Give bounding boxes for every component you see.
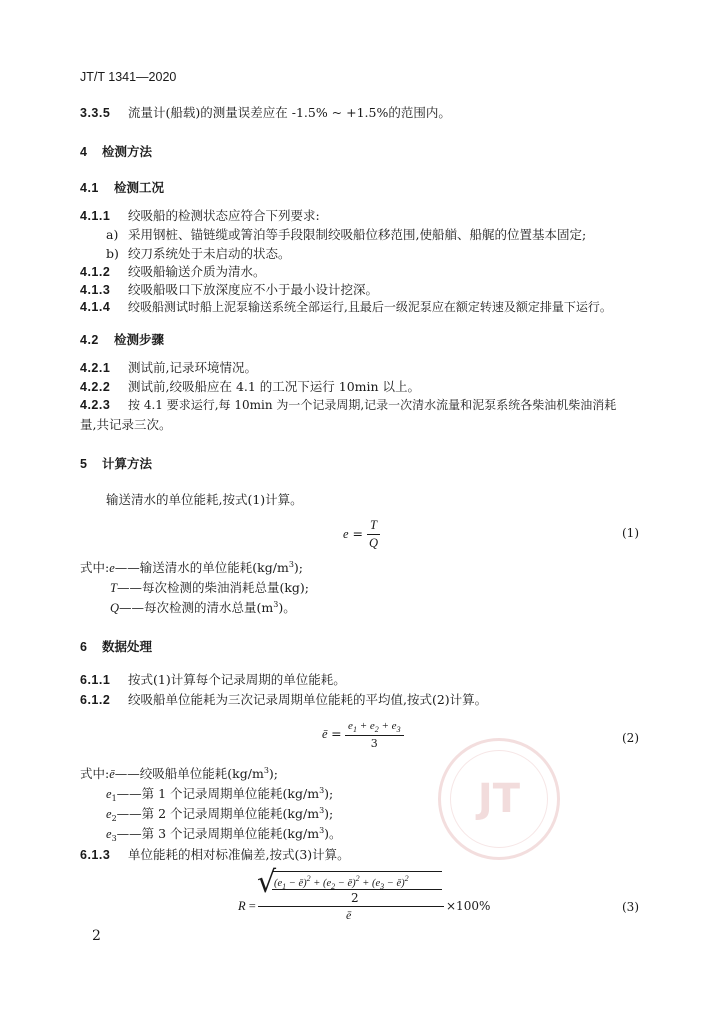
section-number: 4 xyxy=(80,145,88,159)
definition: 绞吸船单位能耗(kg/m xyxy=(139,766,264,781)
equation-number-2: (2) xyxy=(622,731,639,745)
where-list-2-item-3 xyxy=(106,804,333,823)
where-list-1-item-3 xyxy=(110,598,296,616)
clause-text: 绞吸船单位能耗为三次记录周期单位能耗的平均值,按式(2)计算。 xyxy=(128,692,488,707)
where-list-2-item-4 xyxy=(106,824,342,843)
where-list-1-item-2 xyxy=(110,578,309,596)
list-label: b) xyxy=(106,246,119,261)
dash: —— xyxy=(116,806,142,821)
definition: 第 3 个记录周期单位能耗(kg/m xyxy=(141,826,320,841)
fraction xyxy=(367,518,380,551)
symbol: e xyxy=(106,807,112,821)
square-root-icon: √ xyxy=(257,865,277,900)
definition: 输送清水的单位能耗(kg/m xyxy=(139,560,289,575)
section-number: 6 xyxy=(80,640,88,654)
equation-lhs: e xyxy=(343,527,349,541)
jt-watermark-seal xyxy=(438,738,560,860)
clause-6-1-3 xyxy=(80,845,350,863)
percent-factor: ×100% xyxy=(446,899,491,913)
equation-lhs: R xyxy=(238,899,246,913)
clause-text: 绞吸船测试时船上泥泵输送系统全部运行,且最后一级泥泵应在额定转速及额定排量下运行。 xyxy=(128,300,612,314)
clause-4-1-1 xyxy=(80,206,320,224)
clause-4-2-3 xyxy=(80,396,616,413)
clause-4-1-4 xyxy=(80,298,612,315)
clause-text: 按式(1)计算每个记录周期的单位能耗。 xyxy=(128,672,346,687)
section-4-2-heading xyxy=(80,330,164,348)
dash: —— xyxy=(114,560,140,575)
subscript: 1 xyxy=(111,794,117,803)
clause-number: 4.1.4 xyxy=(80,300,111,314)
dash: —— xyxy=(119,600,145,615)
section-5-intro: 输送清水的单位能耗,按式(1)计算。 xyxy=(106,492,303,507)
clause-6-1-1 xyxy=(80,670,346,688)
section-number: 4.2 xyxy=(80,333,99,347)
standard-code-header: JT/T 1341—2020 xyxy=(80,70,177,84)
clause-text: 绞吸船的检测状态应符合下列要求: xyxy=(128,208,320,223)
equals-sign: = xyxy=(248,899,256,913)
clause-number: 6.1.3 xyxy=(80,848,111,862)
clause-text: 流量计(船载)的测量误差应在 -1.5% ~ +1.5%的范围内。 xyxy=(128,105,451,120)
equation-lhs: ē xyxy=(322,727,328,741)
dash: —— xyxy=(116,580,142,595)
clause-6-1-2 xyxy=(80,690,487,708)
definition-end: ); xyxy=(324,786,334,801)
section-4-1-heading xyxy=(80,178,164,196)
clause-number: 4.1.1 xyxy=(80,209,111,223)
definition: 第 2 个记录周期单位能耗(kg/m xyxy=(141,806,320,821)
symbol: e xyxy=(109,561,115,575)
list-label: a) xyxy=(106,227,119,242)
equation-2 xyxy=(322,720,404,750)
where-lead: 式中: xyxy=(80,560,110,575)
section-title: 数据处理 xyxy=(102,640,153,654)
equals-sign: = xyxy=(331,726,342,741)
superscript: 3 xyxy=(319,806,325,815)
definition: 每次检测的清水总量(m xyxy=(144,600,274,615)
equals-sign: = xyxy=(352,526,364,541)
numerator: T xyxy=(367,518,380,535)
where-lead: 式中: xyxy=(80,766,110,781)
clause-4-1-2 xyxy=(80,262,266,280)
symbol: e xyxy=(106,787,112,801)
equation-number-3: (3) xyxy=(622,900,639,914)
section-4-heading xyxy=(80,142,152,160)
definition-end: )。 xyxy=(278,600,296,615)
dash: —— xyxy=(116,826,142,841)
clause-number: 4.1.3 xyxy=(80,283,111,297)
clause-4-1-3 xyxy=(80,280,378,298)
equation-3-lhs xyxy=(238,899,256,914)
watermark-text: JT xyxy=(477,776,521,822)
dash: —— xyxy=(114,766,140,781)
radical-bar xyxy=(272,871,442,872)
outer-denominator: ē xyxy=(346,908,352,922)
outer-fraction-bar xyxy=(258,906,444,907)
list-text: 采用钢桩、锚链缆或箐泊等手段限制绞吸船位移范围,使船艏、船艉的位置基本固定; xyxy=(128,227,587,242)
definition: 每次检测的柴油消耗总量(kg); xyxy=(141,580,309,595)
equation-1 xyxy=(343,518,380,551)
numerator: $e_1 + e_2 + e_3$ xyxy=(345,720,404,736)
symbol: T xyxy=(110,581,117,595)
superscript: 3 xyxy=(319,826,325,835)
clause-text: 测试前,记录环境情况。 xyxy=(128,360,257,375)
subscript: 3 xyxy=(111,834,117,843)
clause-3-3-5 xyxy=(80,103,451,121)
clause-number: 3.3.5 xyxy=(80,106,111,120)
clause-text: 绞吸船输送介质为清水。 xyxy=(128,264,266,279)
subscript: 2 xyxy=(111,814,117,823)
clause-number: 4.2.3 xyxy=(80,398,111,412)
inner-denominator: 2 xyxy=(351,891,359,905)
definition-end: ); xyxy=(268,766,278,781)
superscript: 3 xyxy=(319,786,325,795)
section-title: 计算方法 xyxy=(102,457,153,471)
clause-number: 4.2.1 xyxy=(80,361,111,375)
section-6-heading xyxy=(80,637,152,655)
where-list-2-item-2 xyxy=(106,784,333,803)
watermark-inner-ring xyxy=(450,750,548,848)
superscript: 3 xyxy=(273,600,279,609)
fraction xyxy=(345,720,404,750)
where-list-1-item-1 xyxy=(80,558,303,576)
list-item-b xyxy=(106,244,291,262)
page-number: 2 xyxy=(92,928,101,944)
definition: 第 1 个记录周期单位能耗(kg/m xyxy=(141,786,320,801)
inner-fraction-bar xyxy=(272,889,442,890)
clause-4-2-1 xyxy=(80,358,257,376)
section-5-heading xyxy=(80,454,152,472)
section-number: 4.1 xyxy=(80,181,99,195)
definition-end: )。 xyxy=(324,826,342,841)
definition-end: ); xyxy=(293,560,303,575)
section-number: 5 xyxy=(80,457,88,471)
where-list-2-item-1 xyxy=(80,764,278,782)
superscript: 3 xyxy=(288,560,294,569)
symbol: e xyxy=(106,827,112,841)
clause-text: 测试前,绞吸船应在 4.1 的工况下运行 10min 以上。 xyxy=(128,379,421,394)
definition-end: ); xyxy=(324,806,334,821)
clause-text: 单位能耗的相对标准偏差,按式(3)计算。 xyxy=(128,847,350,862)
denominator: Q xyxy=(368,536,378,550)
clause-number: 4.1.2 xyxy=(80,265,111,279)
clause-number: 6.1.1 xyxy=(80,673,111,687)
clause-4-2-2 xyxy=(80,377,420,395)
superscript: 3 xyxy=(263,766,269,775)
section-title: 检测步骤 xyxy=(114,333,165,347)
section-title: 检测工况 xyxy=(114,181,165,195)
equation-number-1: (1) xyxy=(622,526,639,540)
clause-4-2-3-continued: 量,共记录三次。 xyxy=(80,417,172,432)
clause-text: 绞吸船吸口下放深度应不小于最小设计挖深。 xyxy=(128,282,379,297)
radicand-numerator: ($e_1$ − ē)$^2$ + ($e_2$ − ē)$^2$ + ($e_3$ − ē)$^2$ xyxy=(274,874,409,891)
list-text: 绞刀系统处于未启动的状态。 xyxy=(128,246,291,261)
clause-number: 6.1.2 xyxy=(80,693,111,707)
denominator: 3 xyxy=(370,737,378,750)
dash: —— xyxy=(116,786,142,801)
clause-text: 按 4.1 要求运行,每 10min 为一个记录周期,记录一次清水流量和泥泵系统各柴油机柴油消耗 xyxy=(128,398,617,412)
clause-number: 4.2.2 xyxy=(80,380,111,394)
symbol: ē xyxy=(109,767,115,781)
section-title: 检测方法 xyxy=(102,145,153,159)
list-item-a xyxy=(106,225,586,243)
symbol: Q xyxy=(110,601,120,615)
